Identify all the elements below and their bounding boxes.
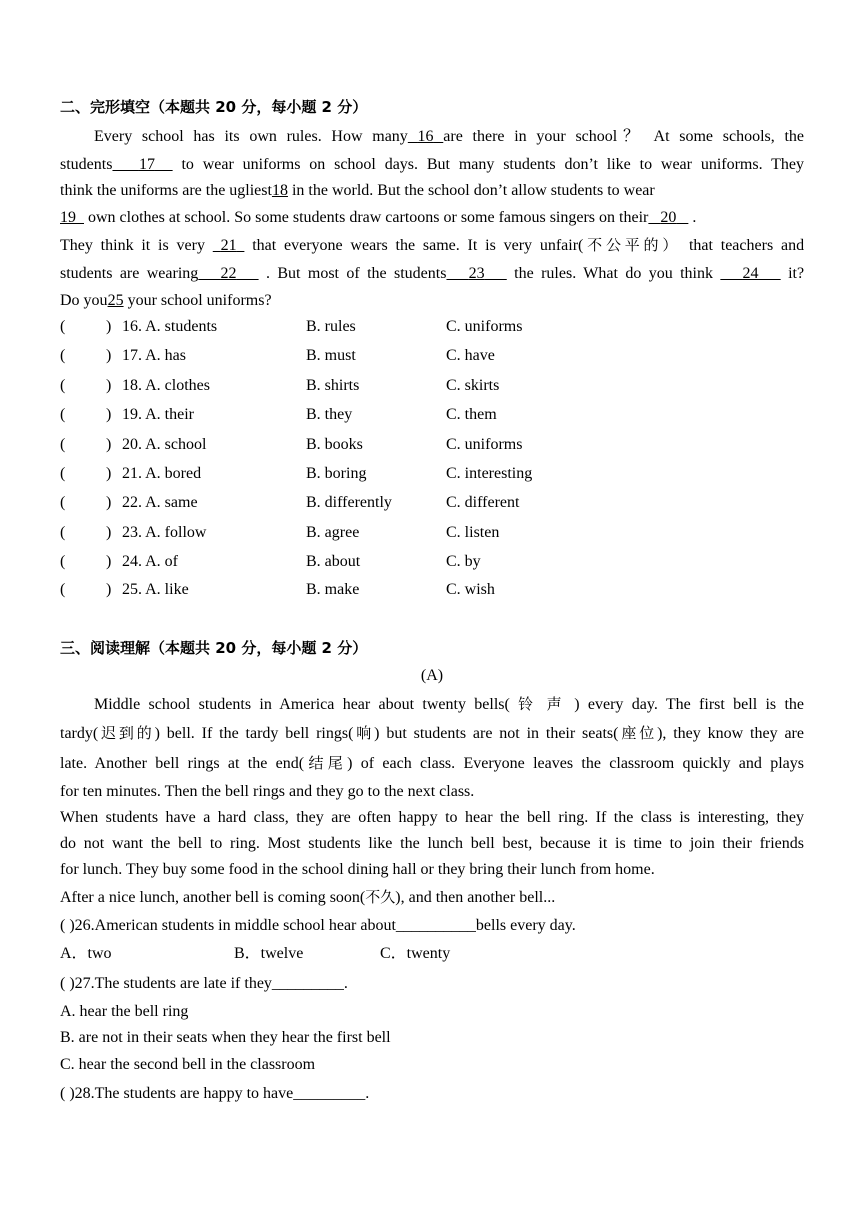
question-25: ( ) 25. A. like B. make C. wish (60, 581, 495, 598)
question-27-option-a: A. hear the bell ring (60, 1003, 189, 1020)
reading-line-4: for ten minutes. Then the bell rings and they go to the next class. (60, 783, 475, 800)
blank-23: 23 (468, 265, 485, 282)
blank-21: 21 (220, 237, 237, 254)
reading-line-5: When students have a hard class, they are often happy to hear the bell ring. If the class is interesting, they (60, 809, 804, 826)
blank-17: 17 (138, 156, 155, 173)
cloze-line-4: 19 own clothes at school. So some students draw cartoons or some famous singers on their 20 . (60, 209, 697, 226)
question-23: ( ) 23. A. follow B. agree C. listen (60, 524, 500, 541)
reading-line-3: late. Another bell rings at the end(结尾) of each class. Everyone leaves the classroom quickly and plays (60, 754, 804, 772)
question-18: ( ) 18. A. clothes B. shirts C. skirts (60, 377, 500, 394)
question-27-option-b: B. are not in their seats when they hear the first bell (60, 1029, 391, 1046)
blank-20: 20 (660, 209, 677, 226)
cloze-line-6: students are wearing 22 . But most of the students 23 the rules. What do you think 24 it? (60, 265, 804, 282)
question-24: ( ) 24. A. of B. about C. by (60, 553, 481, 570)
cloze-line-5: They think it is very 21 that everyone wears the same. It is very unfair(不公平的） that teachers and (60, 236, 804, 254)
reading-line-2: tardy(迟到的) bell. If the tardy bell rings(响) but students are not in their seats(座位), they know they are (60, 724, 804, 742)
cloze-line-3: think the uniforms are the ugliest18 in the world. But the school don’t allow students to wear (60, 182, 655, 199)
section-heading-reading: 三、阅读理解（本题共 20 分，每小题 2 分） (60, 639, 368, 657)
blank-25: 25 (107, 292, 124, 309)
question-26-stem: ( )26.American students in middle school hear about__________bells every day. (60, 917, 576, 934)
reading-line-8: After a nice lunch, another bell is coming soon(不久), and then another bell... (60, 888, 556, 906)
question-27-option-c: C. hear the second bell in the classroom (60, 1056, 316, 1073)
section-heading-cloze: 二、完形填空（本题共 20 分，每小题 2 分） (60, 98, 368, 116)
blank-19: 19 (60, 209, 76, 226)
question-16: ( ) 16. A. students B. rules C. uniforms (60, 318, 523, 335)
question-17: ( ) 17. A. has B. must C. have (60, 347, 495, 364)
question-22: ( ) 22. A. same B. differently C. different (60, 494, 520, 511)
question-21: ( ) 21. A. bored B. boring C. interesting (60, 465, 533, 482)
cloze-line-2: students 17 to wear uniforms on school days. But many students don’t like to wear uniforms. They (60, 156, 804, 173)
blank-22: 22 (220, 265, 237, 282)
blank-18: 18 (271, 182, 288, 199)
reading-line-7: for lunch. They buy some food in the school dining hall or they bring their lunch from home. (60, 861, 655, 878)
part-label-a: (A) (420, 667, 444, 684)
question-28-stem: ( )28.The students are happy to have_________. (60, 1085, 370, 1102)
question-26-options: A．two B．twelve C．twenty (60, 945, 451, 962)
question-20: ( ) 20. A. school B. books C. uniforms (60, 436, 523, 453)
question-27-stem: ( )27.The students are late if they_________. (60, 975, 348, 992)
cloze-line-7: Do you25 your school uniforms? (60, 292, 272, 309)
reading-line-6: do not want the bell to ring. Most students like the lunch bell best, because it is time to join their friends (60, 835, 804, 852)
cloze-line-1: Every school has its own rules. How many 16 are there in your school？ At some schools, the (94, 128, 804, 145)
blank-16: 16 (417, 128, 434, 145)
question-19: ( ) 19. A. their B. they C. them (60, 406, 497, 423)
blank-24: 24 (742, 265, 759, 282)
reading-line-1: Middle school students in America hear about twenty bells( 铃 声 ) every day. The first bell is the (94, 695, 804, 713)
